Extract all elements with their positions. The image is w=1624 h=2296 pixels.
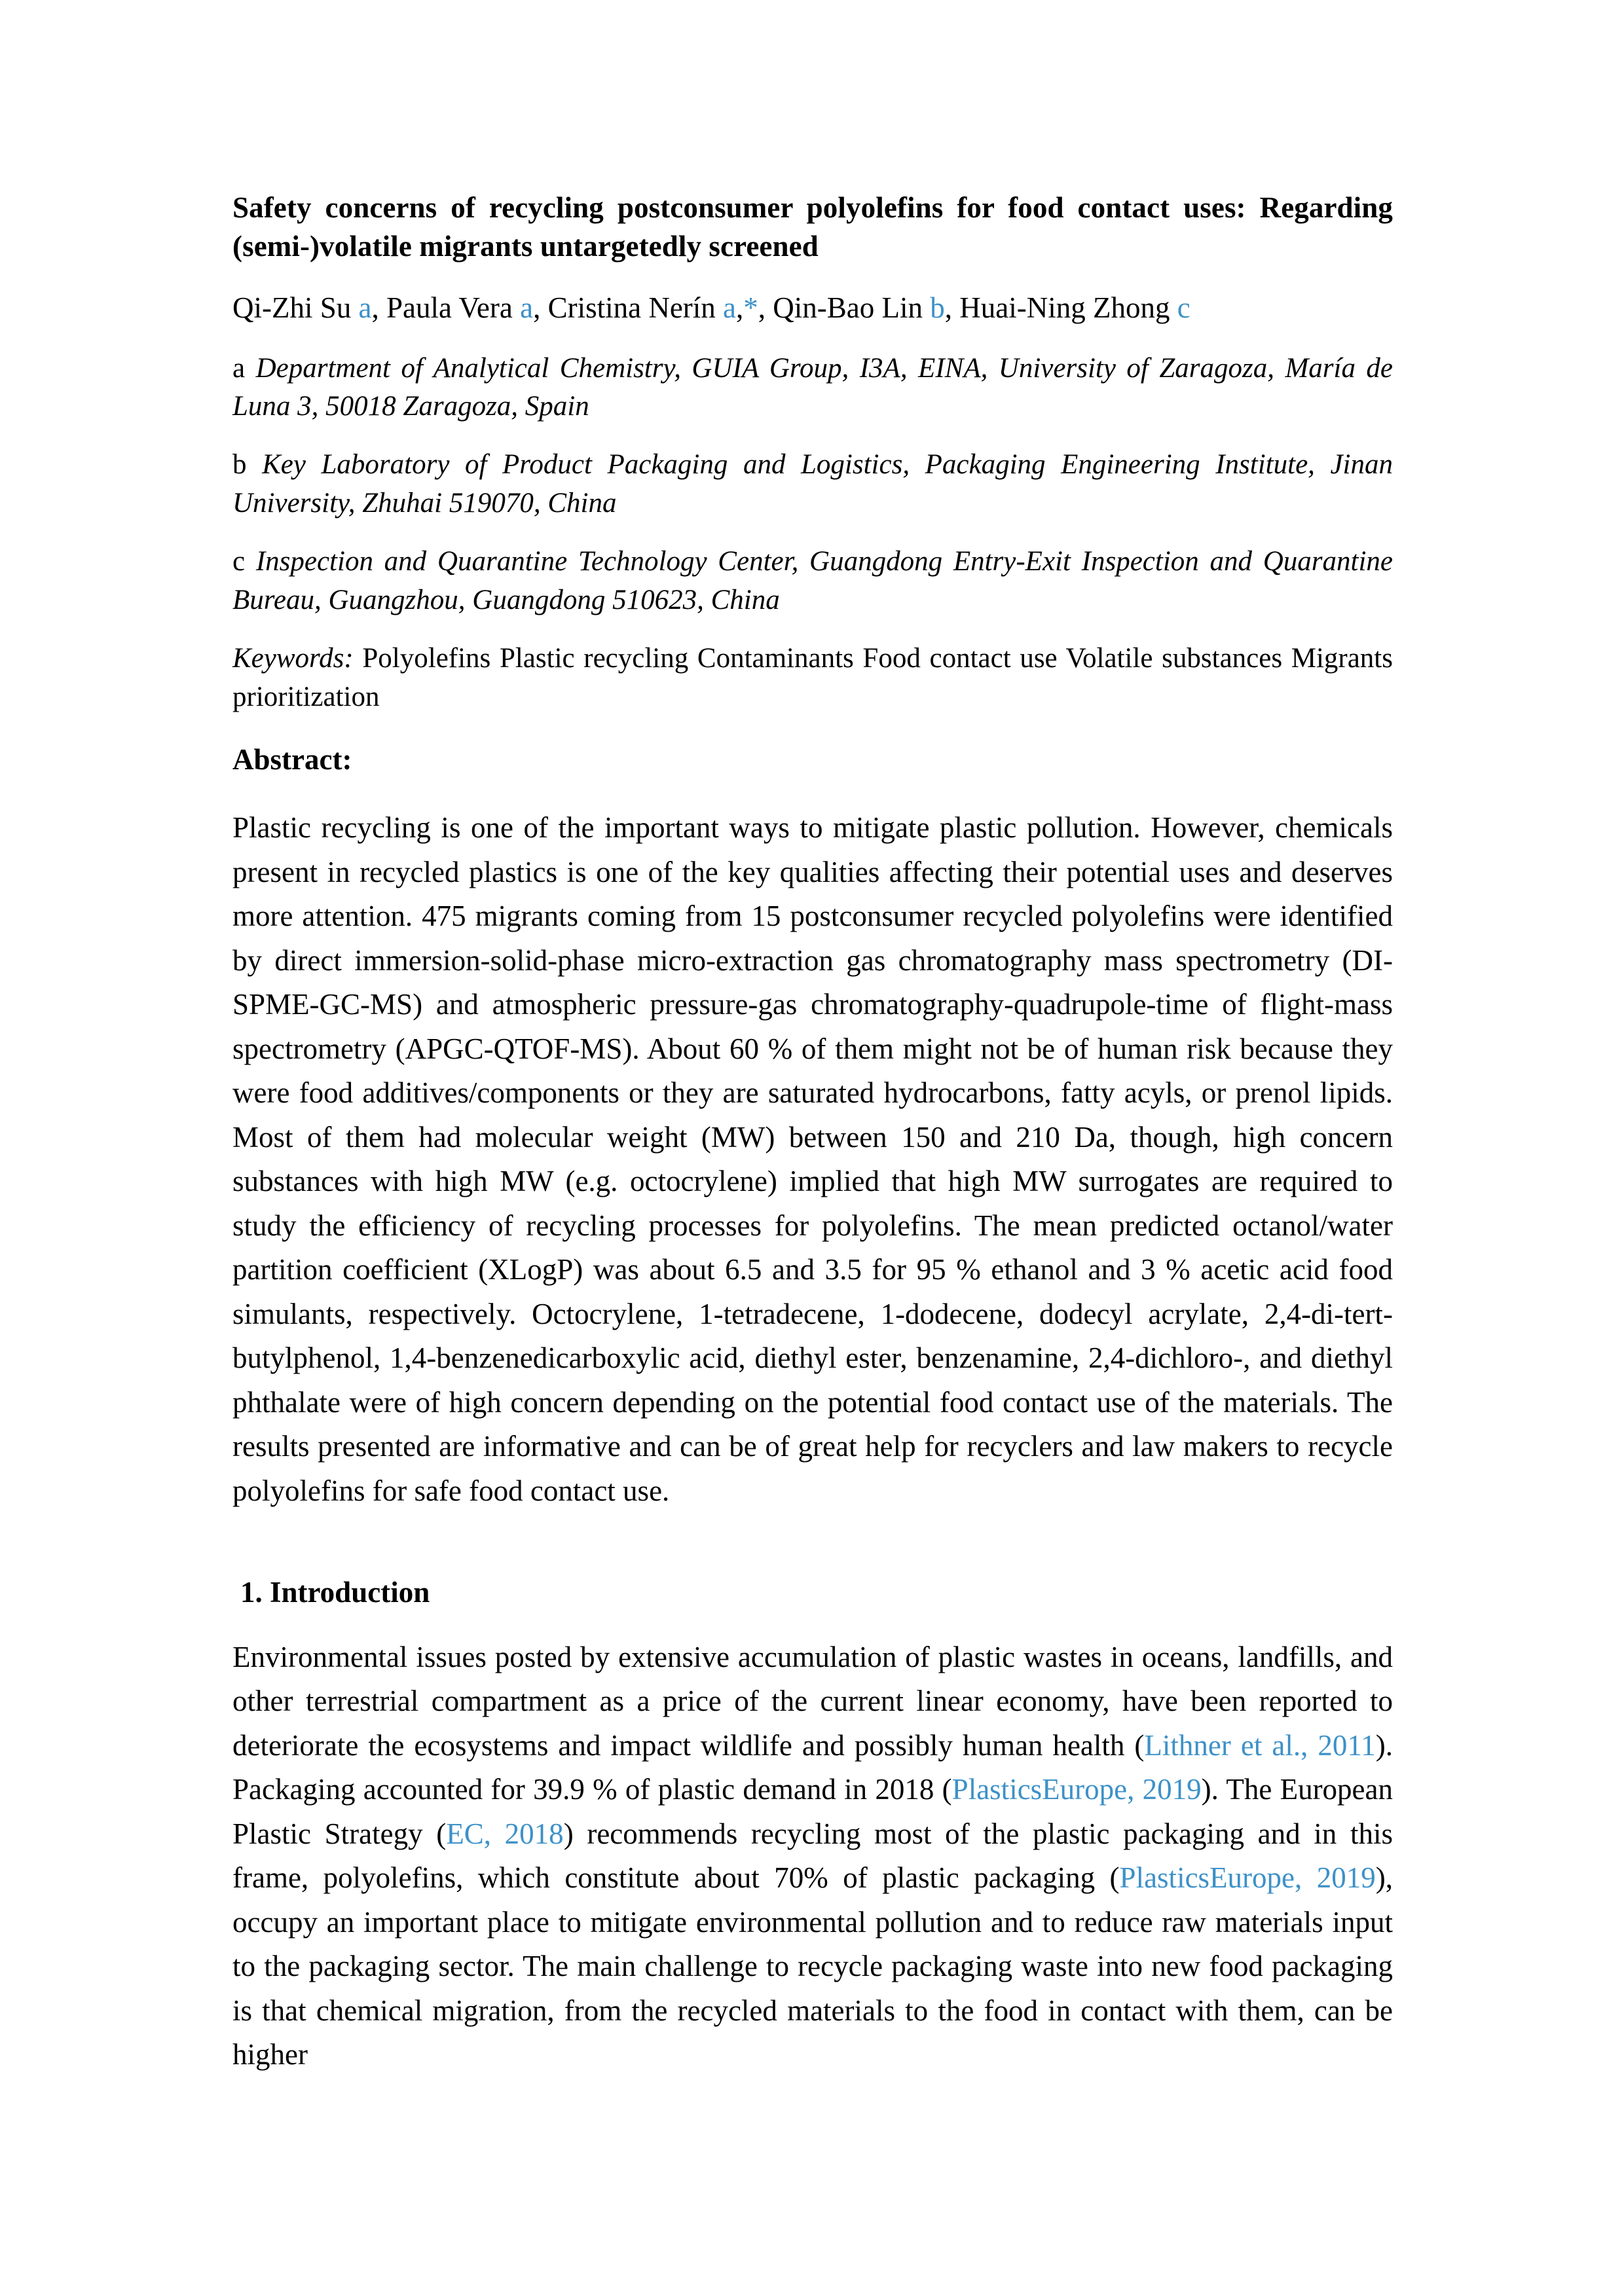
author-separator-1: ,	[371, 291, 386, 324]
intro-segment-1: Environmental issues posted by extensive accumulation of plastic wastes in oceans, landfills, and other terrestrial compartment as a price of the current linear economy, have been reported to deteriorate the ecosystems and impact wildlife and possibly human health (	[232, 1640, 1393, 1762]
corresponding-author-asterisk: *	[743, 291, 758, 324]
author-name-1: Qi-Zhi Su	[232, 291, 359, 324]
keywords-label: Keywords:	[232, 642, 354, 674]
citation-ec-2018[interactable]: EC, 2018	[446, 1817, 564, 1850]
affiliation-b	[232, 446, 1393, 523]
author-name-3: Cristina Nerín	[547, 291, 724, 324]
author-separator-4: ,	[944, 291, 960, 324]
author-separator-2: ,	[533, 291, 548, 324]
affiliation-letter-b: b	[232, 449, 263, 481]
intro-segment-5: ), occupy an important place to mitigate environmental pollution and to reduce raw materials input to the packaging sector. The main challenge to recycle packaging waste into new food packaging is that chemical migration, from the recycled materials to the food in contact with them, can be higher	[232, 1861, 1393, 2071]
author-affiliation-mark-2: a	[520, 291, 534, 324]
intro-segment-3: ). The European Plastic Strategy (	[232, 1773, 1393, 1850]
page-content-column	[232, 189, 1393, 2097]
affiliation-a	[232, 350, 1393, 427]
intro-segment-2: ). Packaging accounted for 39.9 % of plastic demand in 2018 (	[232, 1728, 1393, 1806]
affiliation-letter-c: c	[232, 546, 256, 577]
abstract-heading: Abstract:	[232, 742, 352, 776]
author-list	[232, 289, 1393, 327]
keywords-text: Polyolefins Plastic recycling Contaminants Food contact use Volatile substances Migrants prioritization	[232, 642, 1393, 712]
author-name-2: Paula Vera	[386, 291, 521, 324]
abstract-body: Plastic recycling is one of the important ways to mitigate plastic pollution. However, chemicals present in recycled plastics is one of the key qualities affecting their potential uses and deserves more attention. 475 migrants coming from 15 postconsumer recycled polyolefins were identified by direct immersion-solid-phase micro-extraction gas chromatography mass spectrometry (DI-SPME-GC-MS) and atmospheric pressure-gas chromatography-quadrupole-time of flight-mass spectrometry (APGC-QTOF-MS). About 60 % of them might not be of human risk because they were food additives/components or they are saturated hydrocarbons, fatty acyls, or prenol lipids. Most of them had molecular weight (MW) between 150 and 210 Da, though, high concern substances with high MW (e.g. octocrylene) implied that high MW surrogates are required to study the efficiency of recycling processes for polyolefins. The mean predicted octanol/water partition coefficient (XLogP) was about 6.5 and 3.5 for 95 % ethanol and 3 % acetic acid food simulants, respectively. Octocrylene, 1-tetradecene, 1-dodecene, dodecyl acrylate, 2,4-di-tert-butylphenol, 1,4-benzenedicarboxylic acid, diethyl ester, benzenamine, 2,4-dichloro-, and diethyl phthalate were of high concern depending on the potential food contact use of the materials. The results presented are informative and can be of great help for recyclers and law makers to recycle polyolefins for safe food contact use.	[232, 811, 1393, 1507]
author-affiliation-mark-3: a	[723, 291, 737, 324]
affiliation-text-b: Key Laboratory of Product Packaging and Logistics, Packaging Engineering Institute, Jinan University, Zhuhai 519070, China	[232, 449, 1393, 519]
intro-segment-4: ) recommends recycling most of the plastic packaging and in this frame, polyolefins, which constitute about 70% of plastic packaging (	[232, 1817, 1393, 1895]
author-separator-3: ,	[758, 291, 773, 324]
keywords-line	[232, 640, 1393, 717]
author-name-5: Huai-Ning Zhong	[959, 291, 1177, 324]
citation-lithner-2011[interactable]: Lithner et al., 2011	[1144, 1728, 1376, 1762]
author-name-4: Qin-Bao Lin	[773, 291, 931, 324]
author-affiliation-mark-5: c	[1177, 291, 1190, 324]
author-affiliation-mark-4: b	[930, 291, 945, 324]
author-mark-comma-3: ,	[736, 291, 744, 324]
citation-plasticseurope-2019-a[interactable]: PlasticsEurope, 2019	[951, 1773, 1202, 1806]
affiliation-letter-a: a	[232, 352, 256, 384]
section-heading-introduction: 1. Introduction	[240, 1576, 430, 1609]
citation-plasticseurope-2019-b[interactable]: PlasticsEurope, 2019	[1119, 1861, 1376, 1895]
affiliation-text-c: Inspection and Quarantine Technology Center, Guangdong Entry-Exit Inspection and Quarantine Bureau, Guangzhou, Guangdong 510623, China	[232, 546, 1393, 616]
author-affiliation-mark-1: a	[358, 291, 372, 324]
affiliation-c	[232, 543, 1393, 620]
introduction-body	[232, 1635, 1393, 2077]
affiliation-text-a: Department of Analytical Chemistry, GUIA Group, I3A, EINA, University of Zaragoza, María de Luna 3, 50018 Zaragoza, Spain	[232, 352, 1393, 422]
page-title: Safety concerns of recycling postconsumer polyolefins for food contact uses: Regarding (semi-)volatile migrants untargetedly screened	[232, 191, 1393, 263]
